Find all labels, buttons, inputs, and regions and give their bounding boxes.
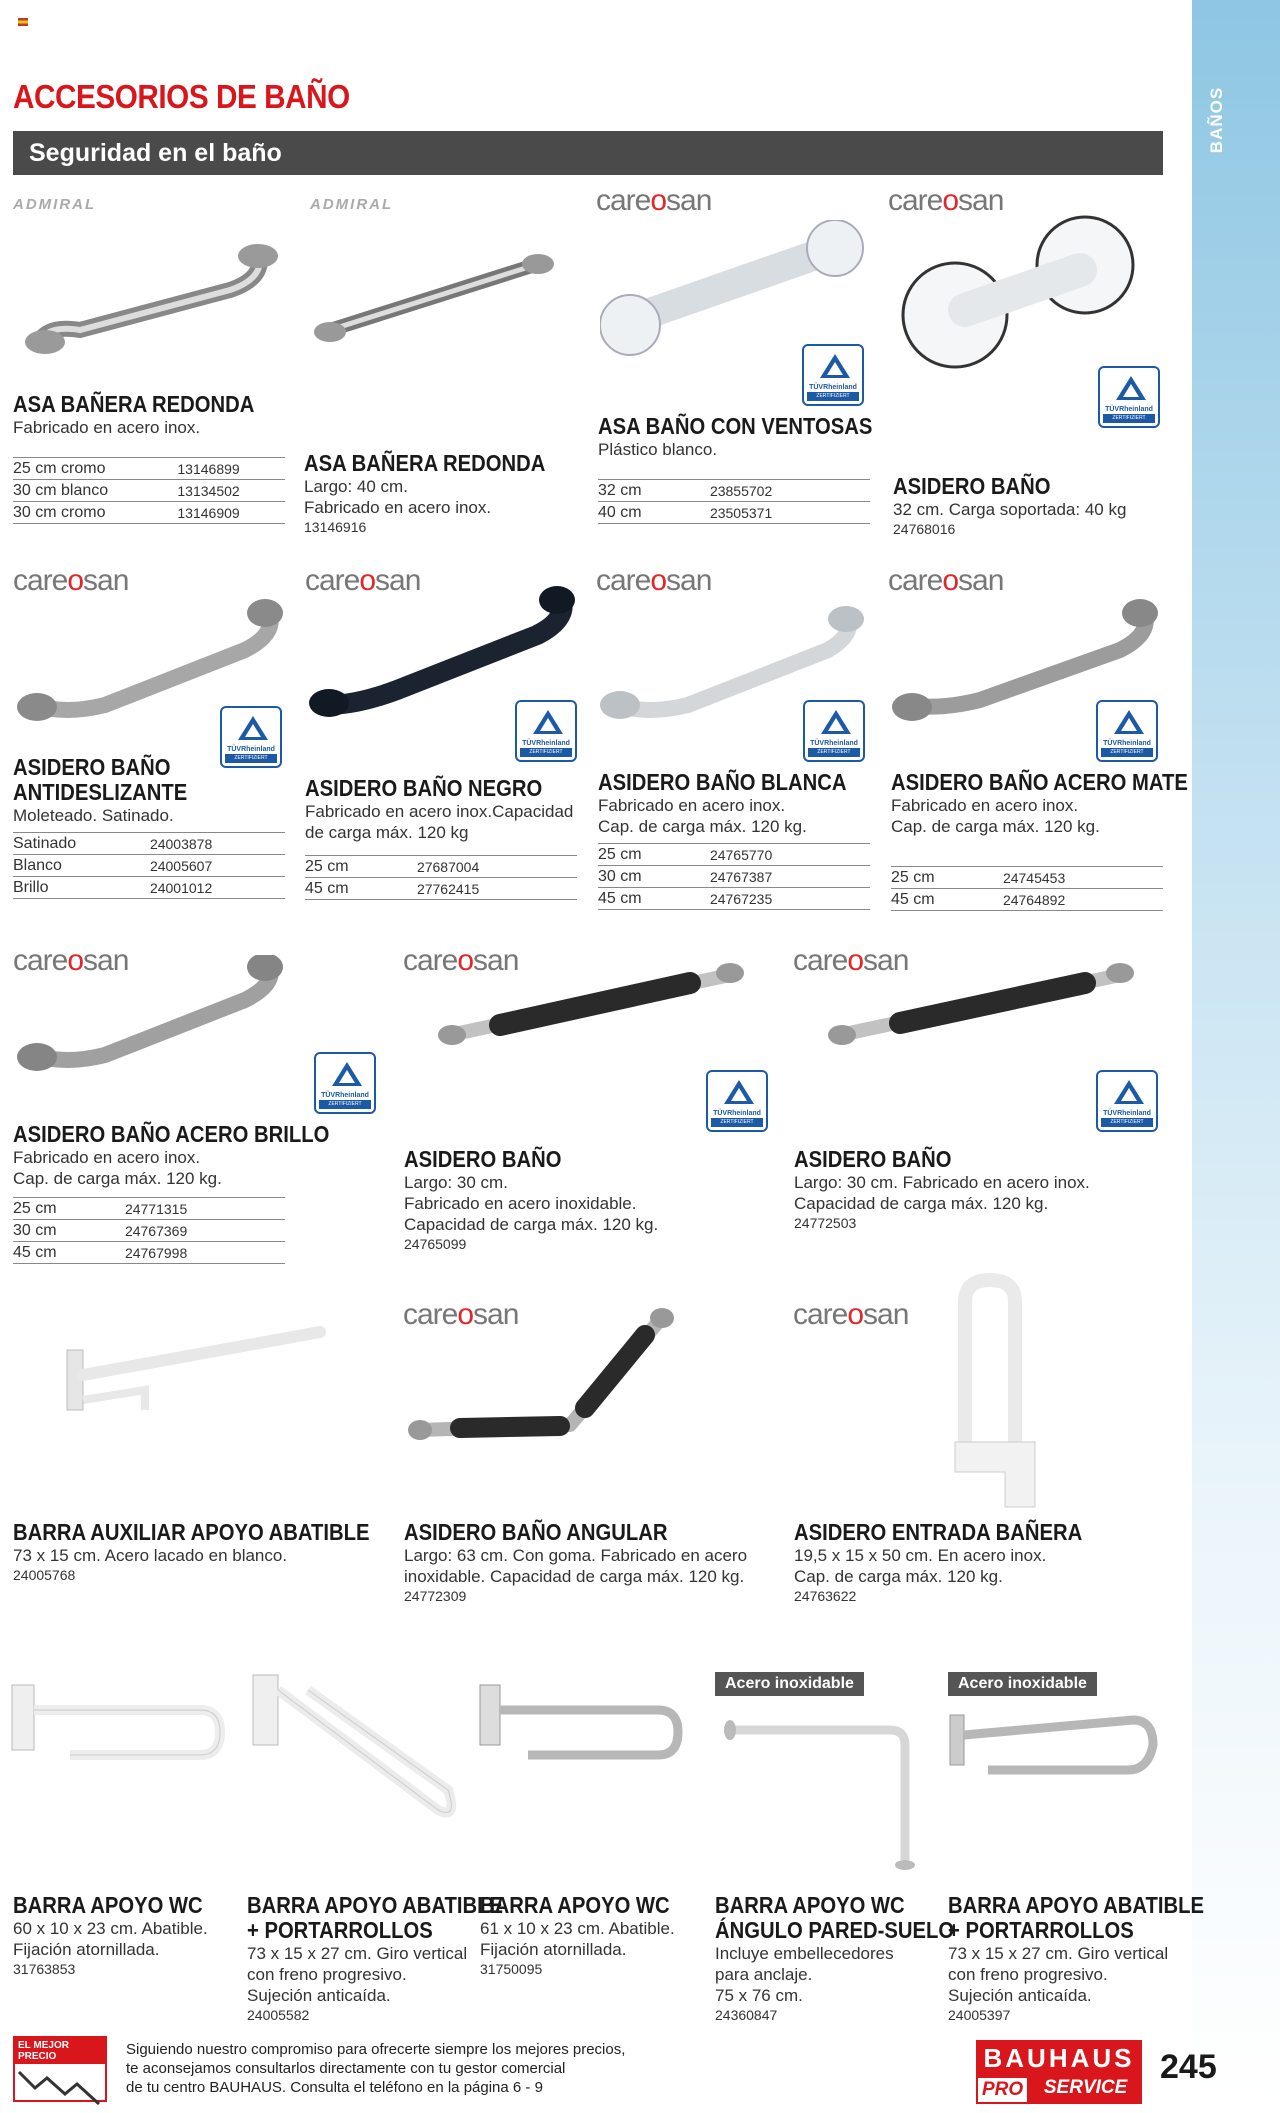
brand-logo: careosan [13,564,129,597]
footer-note: Siguiendo nuestro compromiso para ofrecerte siempre los mejores precios, te aconsejamos consultarlos directamente con tu gestor comercial de tu centro BAUHAUS. Consulta el teléfono en la página 6 - 9 [126,2041,626,2096]
product-asidero-blanca: ASIDERO BAÑO BLANCA Fabricado en acero inox. Cap. de carga máx. 120 kg. 25 cm 24765770 30 cm 24767387 45 cm 24767235 [598,770,880,910]
product-name: ASA BAÑERA REDONDA [13,391,255,417]
folding-bar-image [55,1320,335,1430]
product-desc: Fabricado en acero inox. [13,418,201,437]
variant-table: 25 cm 24765770 30 cm 24767387 45 cm 24767235 [598,843,870,910]
product-code: 24005582 [247,2007,310,2023]
page-title: ACCESORIOS DE BAÑO [13,78,350,115]
product-code: 24005397 [948,2007,1011,2023]
variant-table: 25 cm 24771315 30 cm 24767369 45 cm 24767998 [13,1197,285,1264]
tuv-certification-icon: TÜVRheinland ZERTIFIZIERT [1098,366,1160,428]
bathtub-grip-image [935,1272,1055,1512]
tuv-certification-icon: TÜVRheinland ZERTIFIZIERT [515,700,577,762]
folding-bar-roll-image [948,1700,1168,1810]
wall-floor-bar-image [720,1710,940,1880]
best-price-label: EL MEJOR PRECIO [15,2038,105,2064]
subtitle-bar [13,131,1163,175]
product-asa-bano-ventosas: ASA BAÑO CON VENTOSAS Plástico blanco. 32 cm 23855702 40 cm 23505371 [598,414,910,524]
angular-bar-image [400,1290,690,1460]
product-code: 31750095 [480,1961,543,1977]
product-asidero-acero-mate: ASIDERO BAÑO ACERO MATE Fabricado en acero inox. Cap. de carga máx. 120 kg. 25 cm 24745453 45 cm 24764892 [891,770,1228,911]
product-name: ASIDERO BAÑO [794,1146,952,1172]
product-name: ASIDERO ENTRADA BAÑERA [794,1519,1083,1545]
brand-logo: careosan [596,184,712,217]
variant-table: 25 cm 27687004 45 cm 27762415 [305,855,577,900]
product-code: 24768016 [893,521,956,537]
product-code: 24005768 [13,1567,76,1583]
product-asidero-bano-32: ASIDERO BAÑO 32 cm. Carga soportada: 40 kg 24768016 [893,473,1127,537]
brand-logo: careosan [888,564,1004,597]
product-asidero-bano-30: ASIDERO BAÑO Largo: 30 cm. Fabricado en acero inoxidable. Capacidad de carga máx. 120 kg. 24765099 [404,1146,659,1252]
product-asidero-entrada-banera: ASIDERO ENTRADA BAÑERA 19,5 x 15 x 50 cm. En acero inox. Cap. de carga máx. 120 kg. 24763622 [794,1520,1122,1605]
product-asidero-acero-brillo: ASIDERO BAÑO ACERO BRILLO Fabricado en acero inox. Cap. de carga máx. 120 kg. 25 cm 24771315 30 cm 24767369 45 cm 24767998 [13,1122,373,1264]
side-band [1192,0,1280,2102]
best-price-box [13,2036,107,2102]
suction-handle-image [600,220,870,360]
product-asidero-antideslizante: ASIDERO BAÑO ANTIDESLIZANTE Moleteado. Satinado. Satinado 24003878 Blanco 24005607 Brillo 24001012 [13,755,285,899]
brand-logo: ADMIRAL [310,196,394,213]
product-asidero-angular: ASIDERO BAÑO ANGULAR Largo: 63 cm. Con goma. Fabricado en acero inoxidable. Capacidad de carga máx. 120 kg. 24772309 [404,1519,748,1604]
product-barra-abatible-portarrollos: BARRA APOYO ABATIBLE + PORTARROLLOS 73 x 15 x 27 cm. Giro vertical con freno progresivo. Sujeción anticaída. 24005582 [247,1893,538,2024]
variant-table: 25 cm 24745453 45 cm 24764892 [891,866,1163,911]
product-code: 24772309 [404,1588,467,1604]
brand-logo: careosan [888,184,1004,217]
product-code: 24772503 [794,1215,857,1231]
brand-logo: careosan [13,944,129,977]
brand-logo: careosan [793,1298,909,1331]
flag-icon [18,18,28,26]
grab-bar-image-rubber [820,955,1140,1065]
variant-table: Satinado 24003878 Blanco 24005607 Brillo 24001012 [13,832,285,899]
tuv-certification-icon: TÜVRheinland ZERTIFIZIERT [803,700,865,762]
brand-logo: careosan [305,564,421,597]
brand-logo: ADMIRAL [13,196,97,213]
brand-logo: careosan [793,944,909,977]
price-down-icon [15,2064,105,2108]
product-barra-apoyo-wc-60: BARRA APOYO WC 60 x 10 x 23 cm. Abatible. Fijación atornillada. 31763853 [13,1893,229,1978]
product-name: ASA BAÑO CON VENTOSAS [598,413,873,439]
suction-handle-image [895,215,1165,385]
product-name: ASIDERO BAÑO BLANCA [598,769,847,795]
product-code: 31763853 [13,1961,76,1977]
product-name: BARRA APOYO WC [715,1892,905,1918]
product-name: BARRA APOYO WC [13,1892,203,1918]
product-code: 24763622 [794,1588,857,1604]
product-name: ASIDERO BAÑO [404,1146,562,1172]
product-name: BARRA APOYO ABATIBLE [948,1892,1204,1918]
bauhaus-logo: BAUHAUS PRO SERVICE [976,2040,1142,2104]
product-name: ASA BAÑERA REDONDA [304,450,546,476]
product-asidero-negro: ASIDERO BAÑO NEGRO Fabricado en acero inox.Capacidad de carga máx. 120 kg 25 cm 27687004 45 cm 27762415 [305,776,577,900]
product-name: BARRA AUXILIAR APOYO ABATIBLE [13,1519,370,1545]
product-asa-banera-redonda [13,392,287,524]
grab-bar-image [20,220,290,360]
product-barra-abatible-portarrollos-inox: BARRA APOYO ABATIBLE + PORTARROLLOS 73 x 15 x 27 cm. Giro vertical con freno progresivo. Sujeción anticaída. 24005397 [948,1893,1239,2024]
tuv-certification-icon: TÜVRheinland ZERTIFIZIERT [220,706,282,768]
product-name: ASIDERO BAÑO [893,473,1051,499]
wc-bar-image [10,1680,230,1790]
tuv-certification-icon: TÜVRheinland ZERTIFIZIERT [1096,1070,1158,1132]
grab-bar-image-bright [15,955,285,1085]
product-name: ASIDERO BAÑO NEGRO [305,775,543,801]
section-label: BAÑOS [1206,86,1226,154]
product-name: ASIDERO BAÑO ANGULAR [404,1519,668,1545]
brand-logo: careosan [403,944,519,977]
product-code: 24360847 [715,2007,778,2023]
product-asidero-bano-30-inox: ASIDERO BAÑO Largo: 30 cm. Fabricado en acero inox. Capacidad de carga máx. 120 kg. 24772503 [794,1146,1090,1231]
product-barra-apoyo-wc-61: BARRA APOYO WC 61 x 10 x 23 cm. Abatible. Fijación atornillada. 31750095 [480,1893,696,1978]
product-code: 24765099 [404,1236,467,1252]
page-number: 245 [1160,2048,1217,2086]
tuv-certification-icon: TÜVRheinland ZERTIFIZIERT [802,344,864,406]
variant-table: 25 cm cromo 13146899 30 cm blanco 13134502 30 cm cromo 13146909 [13,457,285,524]
tuv-certification-icon: TÜVRheinland ZERTIFIZIERT [706,1070,768,1132]
material-badge: Acero inoxidable [715,1672,864,1696]
product-name: BARRA APOYO ABATIBLE [247,1892,503,1918]
grab-bar-image [310,220,580,360]
grab-bar-image-rubber [430,955,750,1065]
variant-table: 32 cm 23855702 40 cm 23505371 [598,479,870,524]
page-subtitle: Seguridad en el baño [29,139,282,167]
brand-logo: careosan [596,564,712,597]
material-badge: Acero inoxidable [948,1672,1097,1696]
product-asa-banera-redonda-40: ASA BAÑERA REDONDA Largo: 40 cm. Fabricado en acero inox. 13146916 [304,451,578,536]
tuv-certification-icon: TÜVRheinland ZERTIFIZIERT [1096,700,1158,762]
product-name: ASIDERO BAÑO [13,754,171,780]
folding-bar-roll-image [248,1670,468,1820]
product-code: 13146916 [304,519,367,535]
product-barra-angulo-pared-suelo: BARRA APOYO WC ÁNGULO PARED-SUELO Incluye embellecedores para anclaje. 75 x 76 cm. 24360847 [715,1893,987,2024]
product-barra-auxiliar: BARRA AUXILIAR APOYO ABATIBLE 73 x 15 cm. Acero lacado en blanco. 24005768 [13,1520,418,1584]
tuv-certification-icon: TÜVRheinland ZERTIFIZIERT [314,1052,376,1114]
product-name: ASIDERO BAÑO ACERO BRILLO [13,1121,330,1147]
brand-logo: careosan [403,1298,519,1331]
product-name: ASIDERO BAÑO ACERO MATE [891,769,1188,795]
product-name: BARRA APOYO WC [480,1892,670,1918]
wc-bar-image [478,1680,698,1790]
